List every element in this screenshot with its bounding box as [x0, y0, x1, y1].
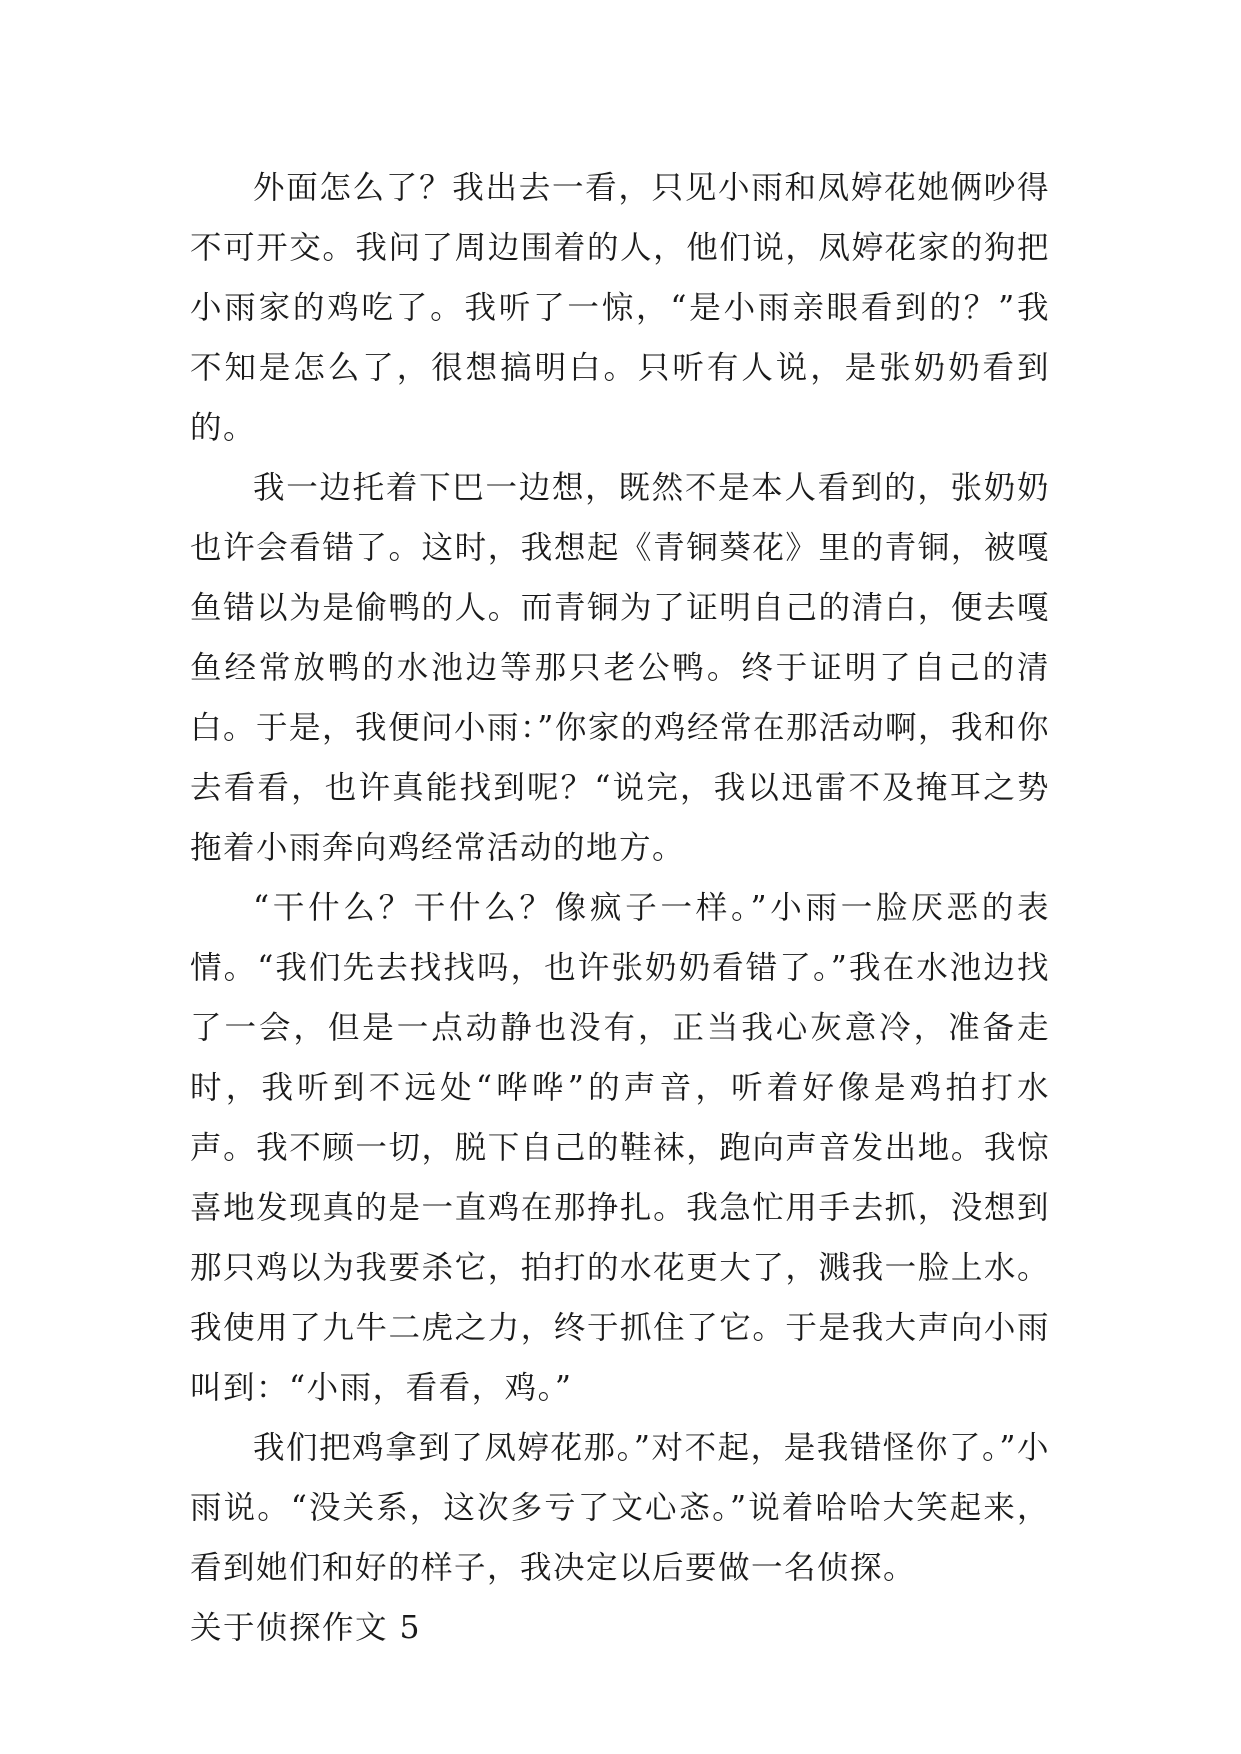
paragraph-3: “干什么？干什么？像疯子一样。”小雨一脸厌恶的表情。“我们先去找找吗，也许张奶奶看错了。”我在水池边找了一会，但是一点动静也没有，正当我心灰意冷，准备走时，我听到不远处“哗哗”的声音，听着好像是鸡拍打水声。我不顾一切，脱下自己的鞋袜，跑向声音发出地。我惊喜地发现真的是一直鸡在那挣扎。我急忙用手去抓，没想到那只鸡以为我要杀它，拍打的水花更大了，溅我一脸上水。我使用了九牛二虎之力，终于抓住了它。于是我大声向小雨叫到：“小雨，看看，鸡。”	[190, 890, 1050, 1406]
document-body	[190, 158, 1050, 1658]
paragraph-1: 外面怎么了？我出去一看，只见小雨和凤婷花她俩吵得不可开交。我问了周边围着的人，他们说，凤婷花家的狗把小雨家的鸡吃了。我听了一惊，“是小雨亲眼看到的？”我不知是怎么了，很想搞明白。只听有人说，是张奶奶看到的。	[190, 170, 1050, 446]
paragraph-2: 我一边托着下巴一边想，既然不是本人看到的，张奶奶也许会看错了。这时，我想起《青铜葵花》里的青铜，被嘎鱼错以为是偷鸭的人。而青铜为了证明自己的清白，便去嘎鱼经常放鸭的水池边等那只老公鸭。终于证明了自己的清白。于是，我便问小雨：”你家的鸡经常在那活动啊，我和你去看看，也许真能找到呢？“说完，我以迅雷不及掩耳之势拖着小雨奔向鸡经常活动的地方。	[190, 470, 1050, 866]
paragraph-4: 我们把鸡拿到了凤婷花那。”对不起，是我错怪你了。”小雨说。“没关系，这次多亏了文心忞。”说着哈哈大笑起来，看到她们和好的样子，我决定以后要做一名侦探。	[190, 1430, 1050, 1586]
section-heading: 关于侦探作文 5	[190, 1610, 422, 1646]
